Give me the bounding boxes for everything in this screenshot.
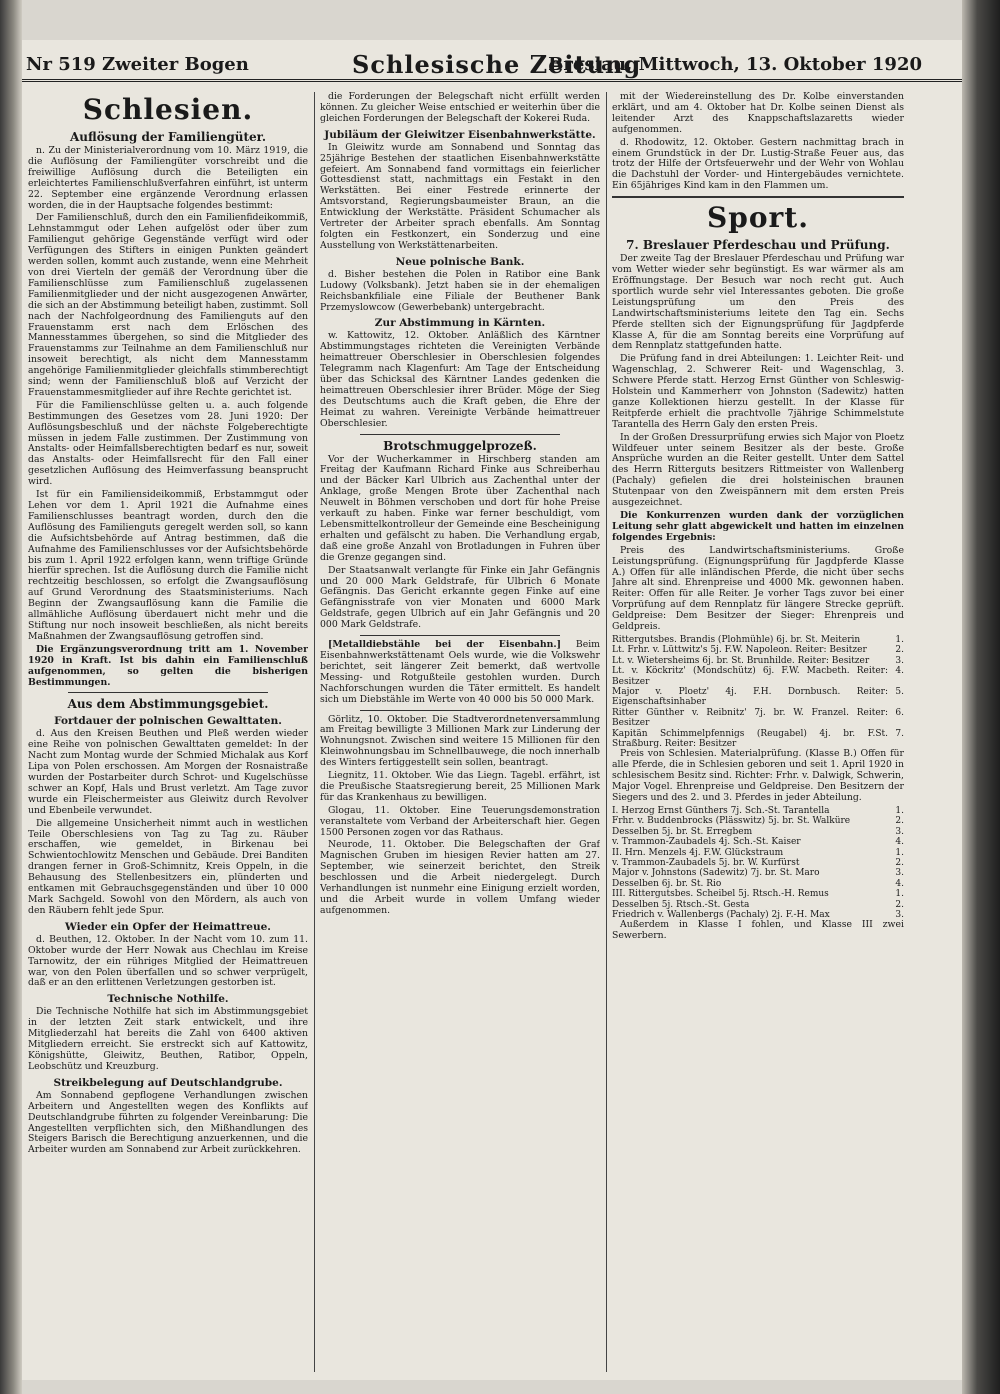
paragraph: Die allgemeine Unsicherheit nimmt auch in westlichen Teile Oberschlesiens von Tag zu Tag zu. Räuber erschaffen, wie gemeldet, in Birkenau bei Schwientochlowitz Menschen und Gebäude. Drei Banditen drangen ferner in Groß-Schimnitz, Kreis Oppeln, in die Behausung des Stellenbesitzers ein, plünderten und entkamen mit Gebrauchsgegenständen und über 10 000 Mark Sachgeld. Sowohl von den Mördern, als auch von den Räubern fehlt jede Spur. bbox=[28, 817, 308, 916]
result-entry: III. Rittergutsbes. Scheibel 5j. Rtsch.-H. Remus bbox=[612, 889, 829, 900]
result-place: 1. bbox=[895, 847, 904, 858]
result-row bbox=[612, 889, 904, 899]
article-heading: Brotschmuggelprozeß. bbox=[383, 438, 537, 453]
result-row bbox=[612, 645, 904, 655]
paragraph: d. Beuthen, 12. Oktober. In der Nacht vom 10. zum 11. Oktober wurde der Herr Nowak aus Chechlau im Kreise Tarnowitz, der ein rühriges Mitglied der Heimattreuen war, von den Polen überfallen und so schwer verprügelt, daß er an den erlittenen Verletzungen gestorben ist. bbox=[28, 933, 308, 989]
result-place: 3. bbox=[895, 655, 904, 666]
masthead bbox=[22, 48, 962, 82]
paragraph: d. Rhodowitz, 12. Oktober. Gestern nachmittag brach in einem Grundstück in der Dr. Lustig-Straße Feuer aus, das trotz der Hilfe der Ortsfeuerwehr und der Wehr von Wohlau die Dachstuhl der Vorder- und Hintergebäudes vernichtete. Ein 65jähriges Kind kam in den Flammen um. bbox=[612, 136, 904, 192]
result-entry: Friedrich v. Wallenbergs (Pachaly) 2j. F.-H. Max bbox=[612, 910, 830, 921]
left-page-edge bbox=[0, 0, 22, 1394]
result-place: 2. bbox=[895, 899, 904, 910]
paragraph: die Forderungen der Belegschaft nicht erfüllt werden können. Zu gleicher Weise entschied er weiterhin über die gleichen Forderungen der Belegschaft der Kokerei Ruda. bbox=[320, 92, 600, 124]
section-heading: Schlesien. bbox=[82, 93, 254, 126]
paragraph: n. Zu der Ministerialverordnung vom 10. März 1919, die die Auflösung der Familiengüter vorschreibt und die freiwillige Auflösung durch die Beteiligten ein erleichtertes Familienschlußverfahren einführt, ist unterm 22. September eine ergänzende Verordnung erlassen worden, die in der Hauptsache folgendes bestimmt: bbox=[28, 145, 308, 211]
newspaper-title: Schlesische Zeitung bbox=[352, 50, 642, 79]
paragraph: Außerdem in Klasse I fohlen, und Klasse III zwei Sewerbern. bbox=[612, 919, 904, 942]
paragraph: Preis von Schlesien. Materialprüfung. (Klasse B.) Offen für alle Pferde, die in Schlesien geboren und seit 1. April 1920 in schlesischem Besitz sind. Richter: Frhr. v. Dalwigk, Schwerin, Major Vogel. Ehrenpreise und Geldpreise. Den Besitzern der Siegers und des 2. und 3. Pferdes in jeder Abteilung. bbox=[612, 748, 904, 804]
result-row bbox=[612, 656, 904, 666]
result-place: 1. bbox=[895, 805, 904, 816]
result-entry: Kapitän Schimmelpfennigs (Reugabel) 4j. br. F.St. Straßburg. Reiter: Besitzer bbox=[612, 728, 888, 750]
paragraph: Am Sonnabend gepflogene Verhandlungen zwischen Arbeitern und Angestellten wegen des Konflikts auf Deutschlandgrube führten zu folgender Vereinbarung: Die Angestellten verpflichten sich, den Mißhandlungen des Steigers Barisch die Berechtigung anzuerkennen, und die Arbeiter wurden am Sonnabend zur Arbeit zurückkehren. bbox=[28, 1089, 308, 1156]
result-place: 3. bbox=[895, 826, 904, 837]
result-row bbox=[612, 806, 904, 816]
article-heading: Auflösung der Familiengüter. bbox=[69, 130, 267, 144]
result-row bbox=[612, 879, 904, 889]
divider bbox=[360, 635, 560, 636]
divider bbox=[612, 196, 904, 198]
paragraph: Liegnitz, 11. Oktober. Wie das Liegn. Tagebl. erfährt, ist die Preußische Staatsregierung bereit, 25 Millionen Mark für das Krankenhaus zu bewilligen. bbox=[320, 770, 600, 803]
result-entry: Major v. Ploetz' 4j. F.H. Dornbusch. Reiter: Eigenschaftsinhaber bbox=[612, 687, 888, 708]
column-rule bbox=[314, 92, 315, 1372]
column-1 bbox=[28, 92, 308, 1372]
result-place: 1. bbox=[895, 634, 904, 645]
column-3 bbox=[612, 92, 904, 1372]
paragraph: In der Großen Dressurprüfung erwies sich Major von Ploetz Wildfeuer unter seinem Besitzer als der beste. Große Ansprüche wurden an die Reiter gestellt. Unter dem Sattel des Herrn Ritterguts besitzers Rittmeister von Wallenberg (Pachaly) gefielen die drei holsteinischen braunen Stutenpaar von den Zweispännern mit dem ersten Preis ausgezeichnet. bbox=[612, 431, 904, 509]
paragraph: Der Familienschluß, durch den ein Familienfideikommiß, Lehnstammgut oder Lehen aufgelöst oder über zum Familiengut gehörige Gegenstände verfügt wird oder Verfügungen des Stifters in einigen Punkten geändert werden sollen, kommt auch zustande, wenn eine Mehrheit von drei Vierteln der gemäß der Verordnung über die Familienschlüsse zum Familienschluß zugelassenen Familienmitglieder und der nicht ausgezogenen Anwärter, die sich an der Abstimmung beteiligt haben, zustimmt. Soll nach der Nachfolgeordnung des Familienguts auf den Frauenstamm erst nach dem Erlöschen des Mannesstammes übergehen, so sind die Mitglieder des Frauenstamms zur Teilnahme an dem Familienschluß nur insoweit berechtigt, als nicht dem Mannesstamm angehörige Familienmitglieder gleichfalls stimmberechtigt sind; wenn der Familienschluß bloß auf Verzicht der Frauenstammesmitglieder auf ihre Rechte gerichtet ist. bbox=[28, 212, 308, 398]
result-entry: I. Herzog Ernst Günthers 7j. Sch.-St. Tarantella bbox=[612, 805, 830, 816]
result-entry: Lt. v. Wietersheims 6j. br. St. Brunhilde. Reiter: Besitzer bbox=[612, 655, 870, 666]
result-entry: Ritter Günther v. Reibnitz' 7j. br. W. Franzel. Reiter: Besitzer bbox=[612, 707, 888, 729]
paragraph: d. Aus den Kreisen Beuthen und Pleß werden wieder eine Reihe von polnischen Gewalttaten gemeldet: In der Nacht zum Montag wurde der Schmied Michalak aus Korf Lipa von Polen erschossen. Am Morgen der Rosnaistraße wurden der Postarbeiter durch Schrot- und Kugelschüsse schwer an Kopf, Hals und Brust verletzt. Am Tage zuvor wurde ein Fleischermeister aus Gleiwitz durch Revolver und Ebenbeile verwundet. bbox=[28, 728, 308, 816]
divider bbox=[360, 710, 560, 711]
paragraph-text: Beim Eisenbahnwerkstättenamt Oels wurde, wie die Volkswehr berichtet, seit längerer Zeit bemerkt, daß wertvolle Messing- und Rotgußteile gestohlen wurden. Durch Nachforschungen wurden die Täter ermittelt. Es handelt sich um Diebstähle im Werte von 40 000 bis 50 000 Mark. bbox=[320, 639, 600, 705]
column-rule bbox=[606, 92, 607, 1372]
result-row bbox=[612, 687, 904, 708]
paragraph: Neurode, 11. Oktober. Die Belegschaften der Graf Magnischen Gruben im hiesigen Revier hatten am 27. September, wie seinerzeit berichtet, den Streik beschlossen und die Arbeit niedergelegt. Durch Verhandlungen ist nunmehr eine Einigung erzielt worden, und die Arbeit wurde in vollem Umfang wieder aufgenommen. bbox=[320, 839, 600, 916]
section-heading: Sport. bbox=[707, 201, 809, 235]
result-place: 2. bbox=[895, 645, 904, 656]
result-place: 2. bbox=[895, 858, 904, 868]
paragraph: Die Prüfung fand in drei Abteilungen: 1. Leichter Reit- und Wagenschlag, 2. Schwerer Reit- und Wagenschlag, 3. Schwere Pferde statt. Herzog Ernst Günther von Schleswig-Holstein und Kammerherr von Johnston (Sadewitz) hatten ganze Kollektionen hierzu gestellt. In der Klasse für Reitpferde erhielt die prachtvolle 7jährige Schimmelstute Tarantella des Herrn Galy den ersten Preis. bbox=[612, 353, 904, 430]
date-line: Breslau, Mittwoch, 13. Oktober 1920 bbox=[548, 54, 922, 75]
sub-heading: Streikbelegung auf Deutschlandgrube. bbox=[53, 1076, 283, 1089]
paragraph: Glogau, 11. Oktober. Eine Teuerungsdemonstration veranstaltete vom Verband der Arbeiterschaft hier. Gegen 1500 Personen zogen vor das Rathaus. bbox=[320, 804, 600, 838]
result-entry: v. Trammon-Zaubadels 4j. Sch.-St. Kaiser bbox=[612, 837, 801, 848]
result-entry: Desselben 5j. Rtsch.-St. Gesta bbox=[612, 899, 750, 910]
paragraph: mit der Wiedereinstellung des Dr. Kolbe einverstanden erklärt, und am 4. Oktober hat Dr. Kolbe seinen Dienst als leitender Arzt des Knappschaftslazaretts wieder aufgenommen. bbox=[612, 92, 904, 135]
paragraph: d. Bisher bestehen die Polen in Ratibor eine Bank Ludowy (Volksbank). Jetzt haben sie in der ehemaligen Reichsbankfiliale eine Filiale der Beuthener Bank Przemyslowcow (Gewerbebank) untergebracht. bbox=[320, 268, 600, 313]
paragraph: Für die Familienschlüsse gelten u. a. auch folgende Bestimmungen des Gesetzes vom 28. Juni 1920: Der Auflösungsbeschluß und der nächste Folgeberechtigte müssen in jedem Falle zustimmen. Der Zustimmung von Anstalts- oder Heimfallsberechtigten bedarf es nur, soweit das Anstalts- oder Heimfallsrecht für den Fall einer gesetzlichen Auflösung des Heimverfassung beansprucht wird. bbox=[28, 399, 308, 488]
right-page-edge bbox=[962, 0, 1000, 1394]
paragraph: Die Technische Nothilfe hat sich im Abstimmungsgebiet in der letzten Zeit stark entwickelt, und ihre Mitgliederzahl hat bereits die Zahl von 6400 aktiven Mitgliedern erreicht. Sie erstreckt sich auf Kattowitz, Königshütte, Gleiwitz, Beuthen, Ratibor, Oppeln, Leobschütz und Kreuzburg. bbox=[28, 1006, 308, 1072]
result-place: 1. bbox=[895, 889, 904, 900]
result-entry: Desselben 6j. br. St. Rio bbox=[612, 878, 722, 889]
result-place: 4. bbox=[895, 666, 904, 677]
result-row bbox=[612, 816, 904, 826]
inline-heading: [Metalldiebstähle bei der Eisenbahn.] bbox=[328, 639, 562, 651]
sub-heading: Jubiläum der Gleiwitzer Eisenbahnwerkstätte. bbox=[324, 128, 596, 141]
issue-number: Nr 519 Zweiter Bogen bbox=[26, 54, 249, 75]
sub-heading: Neue polnische Bank. bbox=[395, 255, 525, 268]
result-row bbox=[612, 848, 904, 858]
result-entry: Rittergutsbes. Brandis (Plohmühle) 6j. br. St. Meiterin bbox=[612, 634, 861, 645]
result-row bbox=[612, 827, 904, 837]
article-heading: 7. Breslauer Pferdeschau und Prüfung. bbox=[626, 238, 890, 253]
sub-heading: Wieder ein Opfer der Heimattreue. bbox=[65, 920, 271, 933]
result-row bbox=[612, 666, 904, 687]
result-row bbox=[612, 858, 904, 868]
paragraph: Ist für ein Familiensideikommiß, Erbstammgut oder Lehen vor dem 1. April 1921 die Aufnahme eines Familienschlusses beantragt worden, durch den die Auflösung des Familienguts geregelt werden soll, so kann die Aufsichtsbehörde auf Antrag bestimmen, daß die Aufnahme des Familienschlusses vor der Aufsichtsbehörde bis zum 1. April 1922 erfolgen kann, wenn triftige Gründe hierfür sprechen. Ist die Auflösung durch die Familie nicht rechtzeitig beschlossen, so erfolgt die Zwangsauflösung auf Grund Verordnung des Staatsministeriums. Nach Beginn der Zwangsauflösung kann die Familie die allmähliche Auflösung überdauert nicht mehr und die Stiftung nur noch insoweit beschließen, als nicht bereits Maßnahmen der Zwangsauflösung getroffen sind. bbox=[28, 489, 308, 642]
paragraph: Die Konkurrenzen wurden dank der vorzüglichen Leitung sehr glatt abgewickelt und hatten im einzelnen folgendes Ergebnis: bbox=[612, 510, 904, 543]
paragraph: w. Kattowitz, 12. Oktober. Anläßlich des Kärntner Abstimmungstages richteten die Vereinigten Verbände heimattreuer Oberschlesier in Oberschlesien folgendes Telegramm nach Klagenfurt: Am Tage der Entscheidung über das Schicksal des Kärntner Landes gedenken die heimattreuen Oberschlesier ihrer Brüder. Möge der Sieg des Deutschtums auch die Kraft geben, die Ehre der Heimat zu wahren. Vereinigte Verbände heimattreuer Oberschlesier. bbox=[320, 330, 600, 429]
paragraph: In Gleiwitz wurde am Sonnabend und Sonntag das 25jährige Bestehen der staatlichen Eisenbahnwerkstätte gefeiert. Am Sonnabend fand vormittags ein feierlicher Gottesdienst statt, nachmittags ein Festakt in den Werkstätten. Bei einer Festrede erinnerte der Amtsvorstand, Regierungsbaumeister Braun, an die Entwicklung der Werkstätte. Präsident Schumacher als Vertreter der Arbeiter sprach ebenfalls. Am Sonntag folgten ein Festkonzert, ein Sonderzug und eine Ausstellung von Werkstättenarbeiten. bbox=[320, 141, 600, 251]
paragraph: Preis des Landwirtschaftsministeriums. Große Leistungsprüfung. (Eignungsprüfung für Jagdpferde Klasse A.) Offen für alle inländischen Pferde, die nicht über sechs Jahre alt sind. Ehrenpreise und 4000 Mk. gewonnen haben. Reiter: Offen für alle Reiter. Je vorher Tags zuvor bei einer Vorprüfung auf dem Rennplatz für längere Strecke geprüft. Geldpreise: Dem Besitzer der Sieger: Ehrenpreis und Geldpreis. bbox=[612, 544, 904, 633]
paragraph: Vor der Wucherkammer in Hirschberg standen am Freitag der Kaufmann Richard Finke aus Schreiberhau und der Bäcker Karl Ulbrich aus Zachenthal unter der Anklage, große Mengen Brote über Zachenthal nach Neuwelt in Böhmen verschoben und dort für hohe Preise verkauft zu haben. Finke war ferner beschuldigt, vom Lebensmittelkontrolleur der Gemeinde eine Bescheinigung erhalten und gefälscht zu haben. Die Verhandlung ergab, daß eine große Anzahl von Brotladungen in Fuhren über die Grenze gegangen sind. bbox=[320, 453, 600, 563]
paragraph: Görlitz, 10. Oktober. Die Stadtverordnetenversammlung am Freitag bewilligte 3 Millionen Mark zur Linderung der Wohnungsnot. Zwischen sind weitere 15 Millionen für den Kleinwohnungsbau im Schnellbauwege, die noch innerhalb des Winters fertiggestellt sein sollen, beantragt. bbox=[320, 713, 600, 769]
results-table bbox=[612, 635, 904, 749]
result-entry: Desselben 5j. br. St. Erregbem bbox=[612, 826, 753, 837]
sub-heading: Zur Abstimmung in Kärnten. bbox=[374, 317, 546, 330]
result-place: 2. bbox=[895, 816, 904, 827]
result-entry: II. Hrn. Menzels 4j. F.W. Glückstraum bbox=[612, 847, 784, 858]
result-entry: Lt. Frhr. v. Lüttwitz's 5j. F.W. Napoleon. Reiter: Besitzer bbox=[612, 645, 867, 656]
newspaper-page bbox=[22, 40, 962, 1380]
result-place: 7. bbox=[895, 728, 904, 739]
result-place: 3. bbox=[895, 910, 904, 921]
article-heading: Aus dem Abstimmungsgebiet. bbox=[67, 697, 269, 712]
sub-heading: Technische Nothilfe. bbox=[107, 993, 229, 1006]
result-row bbox=[612, 729, 904, 750]
result-row bbox=[612, 708, 904, 729]
results-table bbox=[612, 806, 904, 920]
paragraph: Die Ergänzungsverordnung tritt am 1. November 1920 in Kraft. Ist bis dahin ein Familienschluß aufgenommen, so gelten die bisherigen Bestimmungen. bbox=[28, 643, 308, 688]
result-row bbox=[612, 900, 904, 910]
result-place: 6. bbox=[895, 707, 904, 718]
result-entry: v. Trammon-Zaubadels 5j. br. W. Kurfürst bbox=[612, 858, 800, 868]
column-2 bbox=[320, 92, 600, 1372]
divider bbox=[68, 692, 268, 693]
result-entry: Frhr. v. Buddenbrocks (Plässwitz) 5j. br. St. Walküre bbox=[612, 816, 851, 827]
paragraph: Der zweite Tag der Breslauer Pferdeschau und Prüfung war vom Wetter wieder sehr begünstigt. Es war wärmer als am Eröffnungstage. Der Besuch war noch recht gut. Auch sportlich wurde sehr viel Interessantes geboten. Die große Leistungsprüfung um den Preis des Landwirtschaftsministeriums leitete den Tag ein. Sechs Pferde stellten sich der Eignungsprüfung für Jagdpferde Klasse A, für die am Sonntag bereits eine Vorprüfung auf dem Rennplatz stattgefunden hatte. bbox=[612, 253, 904, 352]
divider bbox=[360, 434, 560, 435]
result-place: 4. bbox=[895, 878, 904, 889]
result-place: 3. bbox=[895, 868, 904, 879]
result-entry: Major v. Johnstons (Sadewitz) 7j. br. St. Maro bbox=[612, 868, 820, 879]
result-row bbox=[612, 837, 904, 847]
result-place: 5. bbox=[895, 687, 904, 697]
sub-heading: Fortdauer der polnischen Gewalttaten. bbox=[54, 715, 282, 728]
result-entry: Lt. v. Köckritz' (Mondschütz) 6j. F.W. Macbeth. Reiter: Besitzer bbox=[612, 666, 888, 687]
result-row bbox=[612, 868, 904, 878]
paragraph bbox=[320, 640, 600, 705]
result-row bbox=[612, 635, 904, 645]
paragraph: Der Staatsanwalt verlangte für Finke ein Jahr Gefängnis und 20 000 Mark Geldstrafe, für Ulbrich 6 Monate Gefängnis. Das Gericht erkannte gegen Finke auf eine Gefängnisstrafe von vier Monaten und 6000 Mark Geldstrafe, gegen Ulbrich auf ein Jahr Gefängnis und 20 000 Mark Geldstrafe. bbox=[320, 564, 600, 631]
result-place: 4. bbox=[895, 837, 904, 848]
